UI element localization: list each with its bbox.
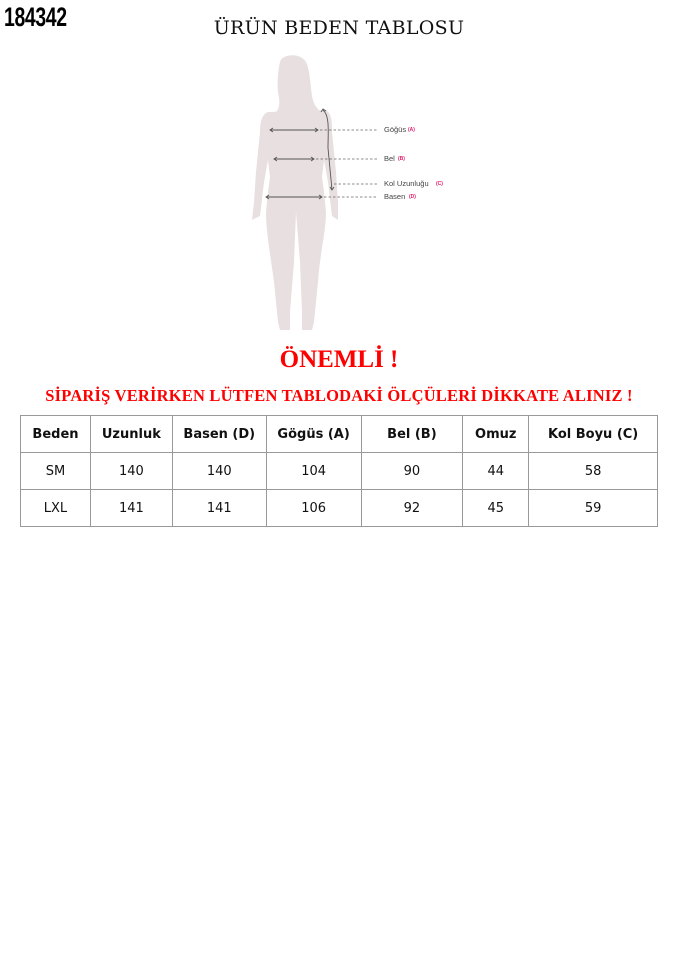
body-measurement-figure — [240, 52, 460, 337]
label-basen: Basen — [384, 192, 406, 201]
label-gogus: Göğüs — [384, 125, 407, 134]
header-gogus: Gögüs (A) — [266, 416, 361, 453]
table-row — [21, 490, 658, 527]
cell-gogus: 106 — [266, 490, 361, 527]
cell-beden: SM — [21, 453, 91, 490]
cell-basen: 140 — [172, 453, 266, 490]
label-kol-uzunlugu: Kol Uzunluğu — [384, 179, 429, 188]
header-kol-boyu: Kol Boyu (C) — [529, 416, 658, 453]
cell-kol-boyu: 58 — [529, 453, 658, 490]
header-omuz: Omuz — [463, 416, 529, 453]
cell-kol-boyu: 59 — [529, 490, 658, 527]
label-bel: Bel — [384, 154, 395, 163]
notice-heading: ÖNEMLİ ! — [279, 346, 399, 373]
label-basen-code: (D) — [409, 194, 416, 200]
header-bel: Bel (B) — [361, 416, 463, 453]
label-gogus-code: (A) — [408, 127, 415, 133]
header-basen: Basen (D) — [172, 416, 266, 453]
cell-gogus: 104 — [266, 453, 361, 490]
cell-omuz: 44 — [463, 453, 529, 490]
cell-beden: LXL — [21, 490, 91, 527]
table-row — [21, 453, 658, 490]
size-table — [20, 415, 658, 527]
cell-basen: 141 — [172, 490, 266, 527]
cell-omuz: 45 — [463, 490, 529, 527]
cell-bel: 92 — [361, 490, 463, 527]
header-uzunluk: Uzunluk — [90, 416, 172, 453]
female-silhouette-icon — [240, 52, 460, 337]
notice-message: SİPARİŞ VERİRKEN LÜTFEN TABLODAKİ ÖLÇÜLERİ DİKKATE ALINIZ ! — [45, 386, 633, 405]
cell-uzunluk: 141 — [90, 490, 172, 527]
cell-uzunluk: 140 — [90, 453, 172, 490]
product-code: 184342 — [4, 2, 67, 32]
label-bel-code: (B) — [398, 156, 405, 162]
table-header-row — [21, 416, 658, 453]
header-beden: Beden — [21, 416, 91, 453]
label-kol-uzunlugu-code: (C) — [436, 181, 443, 187]
page-title: ÜRÜN BEDEN TABLOSU — [213, 17, 465, 39]
cell-bel: 90 — [361, 453, 463, 490]
